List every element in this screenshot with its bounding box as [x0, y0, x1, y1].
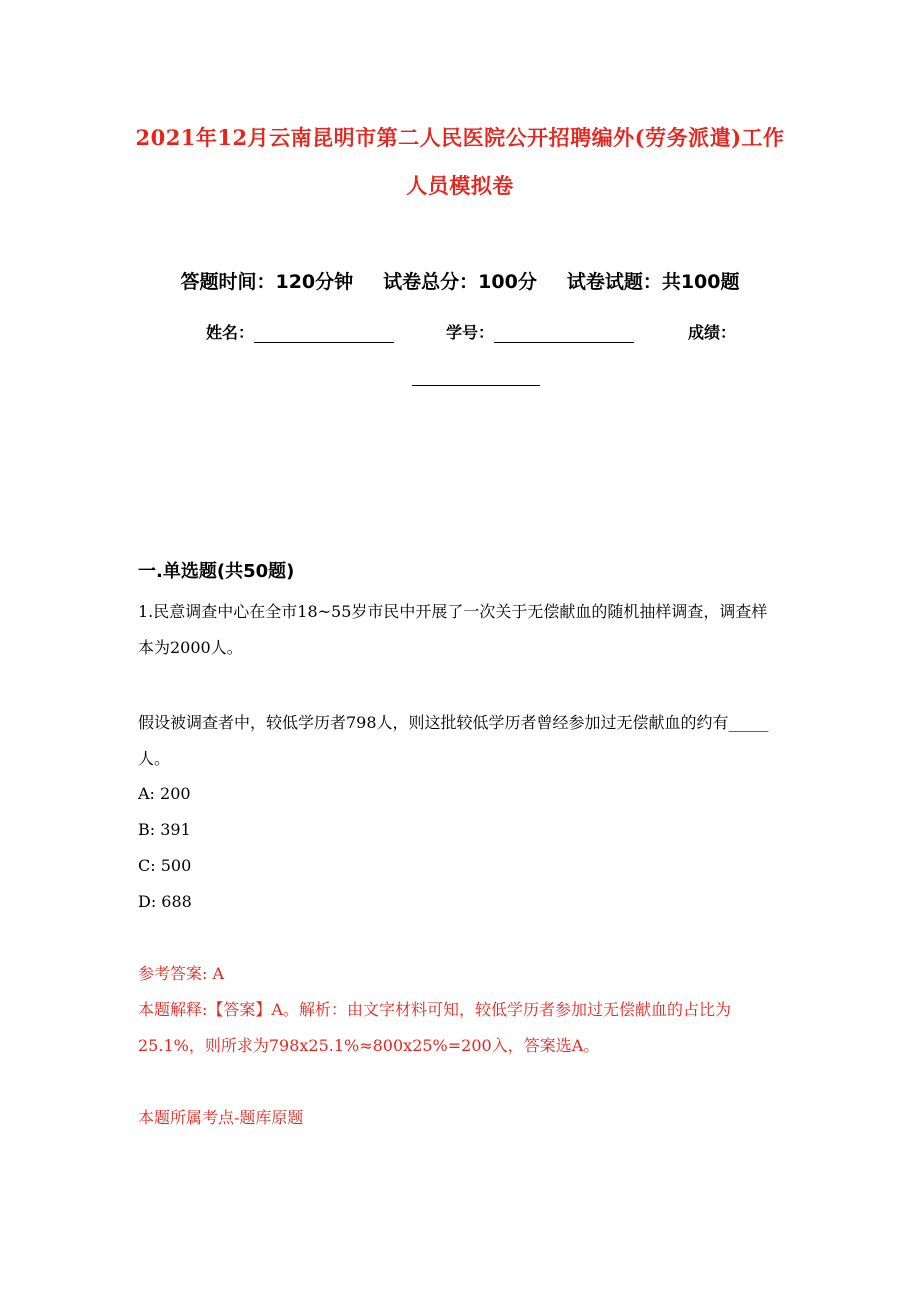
exam-title-line-1: 2021年12月云南昆明市第二人民医院公开招聘编外(劳务派遣)工作	[135, 125, 785, 150]
total-score-label: 试卷总分：100分	[383, 271, 537, 293]
name-label: 姓名：	[206, 323, 255, 342]
section-title: 一.单选题(共50题)	[138, 561, 295, 582]
student-id-field	[446, 320, 634, 343]
question-topic-tag: 本题所属考点-题库原题	[138, 1108, 304, 1127]
score-blank	[412, 385, 540, 386]
option-b: B: 391	[138, 820, 191, 839]
reference-answer: 参考答案: A	[138, 964, 225, 983]
name-field	[206, 320, 394, 343]
question-stem-part-2: 假设被调查者中，较低学历者798人，则这批较低学历者曾经参加过无偿献血的约有_____人。	[138, 713, 769, 768]
exam-meta	[100, 267, 820, 294]
option-a: A: 200	[138, 784, 191, 803]
score-field	[688, 320, 736, 343]
option-c: C: 500	[138, 856, 192, 875]
name-blank	[254, 324, 394, 343]
time-label: 答题时间：120分钟	[180, 271, 354, 293]
question-stem-part-1: 1.民意调查中心在全市18~55岁市民中开展了一次关于无偿献血的随机抽样调查，调查样本为2000人。	[138, 602, 768, 657]
answer-explanation: 本题解释:【答案】A。解析：由文字材料可知，较低学历者参加过无偿献血的占比为25.1%，则所求为798x25.1%≈800x25%=200入，答案选A。	[138, 1000, 731, 1055]
score-label: 成绩：	[688, 323, 737, 342]
question-count-label: 试卷试题：共100题	[566, 271, 740, 293]
exam-title-line-2: 人员模拟卷	[406, 173, 514, 198]
student-id-label: 学号：	[446, 323, 495, 342]
student-id-blank	[494, 324, 634, 343]
option-d: D: 688	[138, 892, 192, 911]
